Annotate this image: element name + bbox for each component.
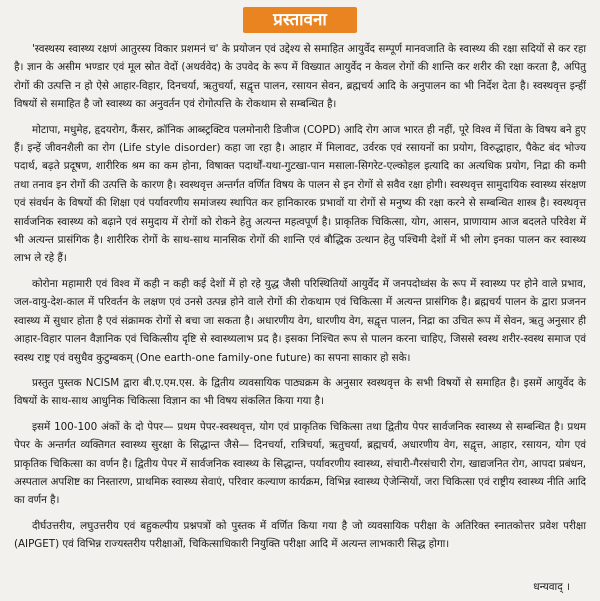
paragraph-3: कोरोना महामारी एवं विश्व में कही न कही कई देशों में हो रहे युद्ध जैसी परिस्थितियों आयुर्वेद में जनपदोध्वंस के रूप में स्वास्थ्य पर होने वाले प्रभाव, जल-वायु-देश-काल में परिवर्तन के लक्षण एवं उनसे उत्पन्न होने वाले रोगों की रोकथाम एवं चिकित्सा में अत्यन्त प्रासंगिक है। ब्रह्मचर्य पालन के द्वारा प्रजनन स्वास्थ्य में सुधार होता है एवं संक्रामक रोगों से बचा जा सकता है। अधारणीय वेग, धारणीय वेग, सद्वृत्त पालन, निद्रा का उचित रूप में सेवन, ऋतु अनुसार ही आहार-विहार पालन वैज्ञानिक एवं चिकित्सीय दृष्टि से स्वास्थ्यलाभ प्रद है। इसका निश्चित रूप से पालन करना चाहिए, जिससे स्वस्थ शरीर-स्वस्थ समाज एवं स्वस्थ राष्ट्र एवं वसुधैव कुटुम्बकम् (One earth-one family-one future) का सपना साकार हो सके। (14, 277, 586, 364)
paragraph-6: दीर्घउत्तरीय, लघुउत्तरीय एवं बहुकल्पीय प्रश्नपत्रों को पुस्तक में वर्णित किया गया है जो व्यवसायिक परीक्षा के अतिरिक्त स्नातकोत्तर प्रवेश परीक्षा (AIPGET) एवं विभिन्न राज्यस्तरीय परीक्षाओं, चिकित्साधिकारी नियुक्ति परीक्षा आदि में अत्यन्त लाभकारी सिद्ध होगा। (14, 519, 586, 551)
paragraph-4: प्रस्तुत पुस्तक NCISM द्वारा बी.ए.एम.एस. के द्वितीय व्यवसायिक पाठ्यक्रम के अनुसार स्वस्थवृत्त के सभी विषयों से समाहित है। इसमें आयुर्वेद के विषयों के साथ-साथ आधुनिक चिकित्सा विज्ञान का भी विषय संकलित किया गया है। (14, 376, 586, 408)
title-banner (14, 0, 586, 40)
paragraph-1: 'स्वस्थस्य स्वास्थ्य रक्षणं आतुरस्य विकार प्रशमनं च' के प्रयोजन एवं उद्देश्य से समाहित आयुर्वेद सम्पूर्ण मानवजाति के स्वास्थ्य की रक्षा सदियों से कर रहा है। ज्ञान के असीम भण्डार एवं मूल स्रोत वेदों (अथर्ववेद) के उपवेद के रूप में विख्यात आयुर्वेद न केवल रोगों की शान्ति कर शरीर की रक्षा करता है, अपितु रोगों की उत्पत्ति न हो ऐसे आहार-विहार, दिनचर्या, ऋतुचर्या, सद्वृत्त पालन, रसायन सेवन, ब्रह्मचर्य आदि के अनुपालन का भी निर्देश देता है। स्वस्थवृत्त इन्हीं विषयों से समाहित है जो स्वास्थ्य का अनुवर्तन एवं रोगोत्पत्ति के रोकथाम से सम्बन्धित है। (14, 43, 586, 111)
paragraph-2: मोटापा, मधुमेह, हृदयरोग, कैंसर, क्रॉनिक आब्स्ट्रक्टिव पलमोनारी डिजीज (COPD) आदि रोग आज भारत ही नहीं, पूरे विश्व में चिंता के विषय बने हुए हैं। इन्हें जीवनशैली का रोग (Life style disorder) कहा जा रहा है। आहार में मिलावट, उर्वरक एवं रसायनों का प्रयोग, विरुद्धाहार, पैकेट बंद भोज्य पदार्थ, बढ़ते प्रदूषण, शारीरिक श्रम का कम होना, विषाक्त पदार्थों-यथा-गुटखा-पान मसाला-सिगरेट-एल्कोहल इत्यादि का अत्यधिक प्रयोग, निद्रा की कमी तथा तनाव इन रोगों की उत्पत्ति के कारण है। स्वस्थवृत्त अन्तर्गत वर्णित विषय के पालन से इन रोगों से सवैव रक्षा होगी। स्वस्थवृत्त सामुदायिक स्वास्थ्य संरक्षण एवं संवर्धन के विषयों की शिक्षा एवं पर्यावरणीय समांजस्य स्थापित कर हानिकारक प्रभावों या रोगों से मनुष्य की रक्षा करने से सम्बन्धित शास्त्र है। स्वस्थवृत्त सार्वजनिक स्वास्थ्य को बढ़ाने एवं समुदाय में रोगों को रोकने हेतु अत्यन्त महत्वपूर्ण है। प्राकृतिक चिकित्सा, योग, आसन, प्राणायाम आज बदलते परिवेश में भी अत्यन्त प्रासंगिक है। शारीरिक रोगों के साथ-साथ मानसिक रोगों की शान्ति एवं बौद्धिक उत्थान हेतु पश्चिमी देशों में भी लोग इनका पालन कर स्वास्थ्य लाभ ले रहे हैं। (14, 123, 586, 265)
paragraph-5: इसमें 100-100 अंकों के दो पेपर— प्रथम पेपर-स्वस्थवृत्त, योग एवं प्राकृतिक चिकित्सा तथा द्वितीय पेपर सार्वजनिक स्वास्थ्य से सम्बन्धित है। प्रथम पेपर के अन्तर्गत व्यक्तिगत स्वास्थ्य सुरक्षा के सिद्धान्त जैसे— दिनचर्या, रात्रिचर्या, ऋतुचर्या, ब्रह्मचर्य, अधारणीय वेग, सद्वृत्त, आहार, रसायन, योग एवं प्राकृतिक चिकित्सा का वर्णन है। द्वितीय पेपर में सार्वजनिक स्वास्थ्य के सिद्धान्त, पर्यावरणीय स्वास्थ्य, संचारी-गैरसंचारी रोग, खाद्यजनित रोग, आपदा प्रबंधन, अस्पताल अपशिष्ट का निस्तारण, प्राथमिक स्वास्थ्य सेवाएं, परिवार कल्याण कार्यक्रम, विभिन्न स्वास्थ्य ऐजेन्सियों, जरा चिकित्सा एवं राष्ट्रीय स्वास्थ्य नीति आदि का वर्णन है। (14, 420, 587, 507)
page-title: प्रस्तावना (243, 7, 357, 33)
closing-thanks: धन्यवाद् । (533, 581, 570, 593)
preface-body (14, 40, 586, 554)
